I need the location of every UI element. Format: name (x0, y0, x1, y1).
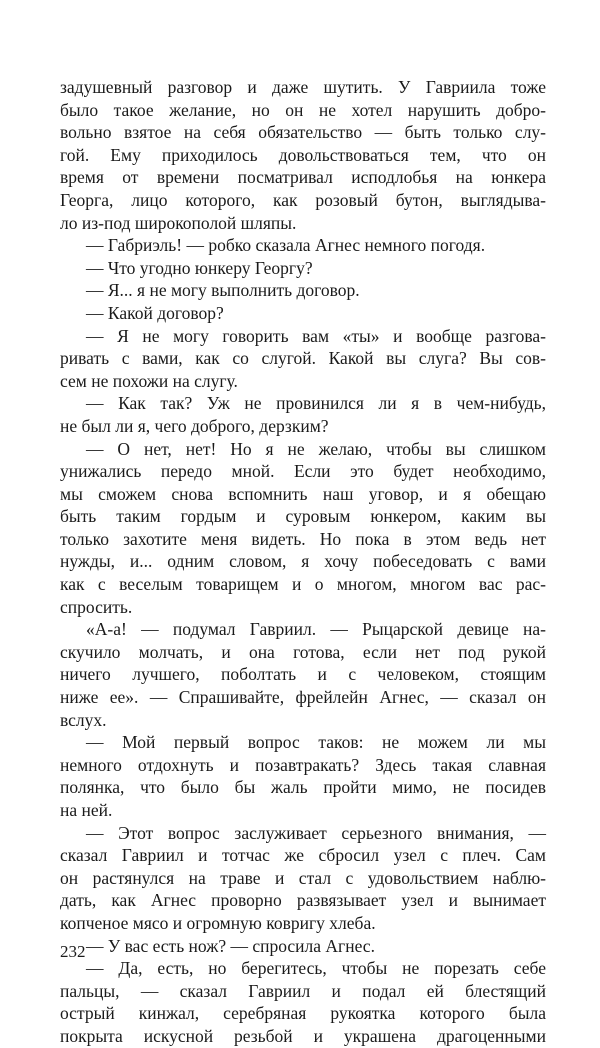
text-line: ло из-под широкополой шляпы. (60, 212, 297, 233)
text-line: не был ли я, чего доброго, дерзким? (60, 415, 329, 436)
text-line: — Я... я не могу выполнить договор. (86, 280, 360, 301)
text-line: пальцы, — сказал Гавриил и подал ей блестящий (60, 980, 546, 1001)
text-line: — Этот вопрос заслуживает серьезного внимания, — (86, 822, 546, 843)
text-line: — Габриэль! — робко сказала Агнес немного погодя. (86, 235, 486, 256)
text-line: на ней. (60, 800, 113, 820)
text-line: дать, как Агнес проворно развязывает узел и вынимает (60, 890, 546, 911)
text-line: ничего лучшего, поболтать и с человеком, стоящим (60, 664, 546, 685)
text-line: мы сможем снова вспомнить наш уговор, и я обещаю (60, 483, 546, 504)
text-line: вслух. (60, 709, 107, 730)
text-line: скучило молчать, и она готова, если нет под рукой (60, 641, 546, 662)
text-line: немного отдохнуть и позавтракать? Здесь такая славная (60, 754, 546, 775)
text-line: — Что угодно юнкеру Георгу? (86, 257, 313, 278)
text-line: спросить. (60, 596, 133, 617)
text-line: нужды, и... одним словом, я хочу побеседовать с вами (60, 551, 546, 572)
text-line: — Мой первый вопрос таков: не можем ли мы (86, 732, 546, 753)
text-line: быть таким гордым и суровым юнкером, каким вы (60, 506, 546, 527)
text-line: время от времени посматривал исподлобья на юнкера (60, 167, 546, 188)
text-line: было такое желание, но он не хотел нарушить добро- (60, 99, 546, 120)
text-line: задушевный разговор и даже шутить. У Гавриила тоже (60, 77, 546, 97)
text-line: — Да, есть, но берегитесь, чтобы не порезать себе (86, 958, 546, 979)
text-line: «А-а! — подумал Гавриил. — Рыцарской девице на- (86, 619, 546, 640)
text-line: копченое мясо и огромную ковригу хлеба. (60, 912, 376, 933)
body-text (60, 76, 546, 1048)
text-line: сказал Гавриил и тотчас же сбросил узел с плеч. Сам (60, 845, 546, 866)
text-line: ривать с вами, как со слугой. Какой вы слуга? Вы сов- (60, 348, 546, 369)
text-line: — Я не могу говорить вам «ты» и вообще разгова- (86, 325, 546, 346)
text-line: только захотите меня видеть. Но пока в этом ведь нет (60, 528, 546, 549)
text-line: гой. Ему приходилось довольствоваться тем, что он (60, 144, 546, 165)
text-line: — О нет, нет! Но я не желаю, чтобы вы слишком (86, 438, 546, 459)
page-number: 232 (60, 942, 86, 961)
text-line: он растянулся на траве и стал с удовольствием наблю- (60, 867, 546, 888)
text-line: Георга, лицо которого, как розовый бутон, выглядыва- (60, 189, 546, 210)
text-line: унижались передо мной. Если это будет необходимо, (60, 461, 546, 482)
text-line: — Какой договор? (86, 302, 224, 323)
text-line: сем не похожи на слугу. (60, 370, 238, 391)
text-line: острый кинжал, серебряная рукоятка которого была (60, 1003, 546, 1024)
text-line: ниже ее». — Спрашивайте, фрейлейн Агнес, — сказал он (60, 687, 546, 708)
text-line: как с веселым товарищем и о многом, многом вас рас- (60, 574, 546, 595)
text-line: полянка, что было бы жаль пройти мимо, не посидев (60, 777, 546, 798)
text-line: — Как так? Уж не провинился ли я в чем-нибудь, (86, 393, 546, 414)
text-line: покрыта искусной резьбой и украшена драгоценными (60, 1025, 546, 1046)
text-line: — У вас есть нож? — спросила Агнес. (86, 935, 375, 956)
text-line: вольно взятое на себя обязательство — быть только слу- (60, 122, 546, 143)
